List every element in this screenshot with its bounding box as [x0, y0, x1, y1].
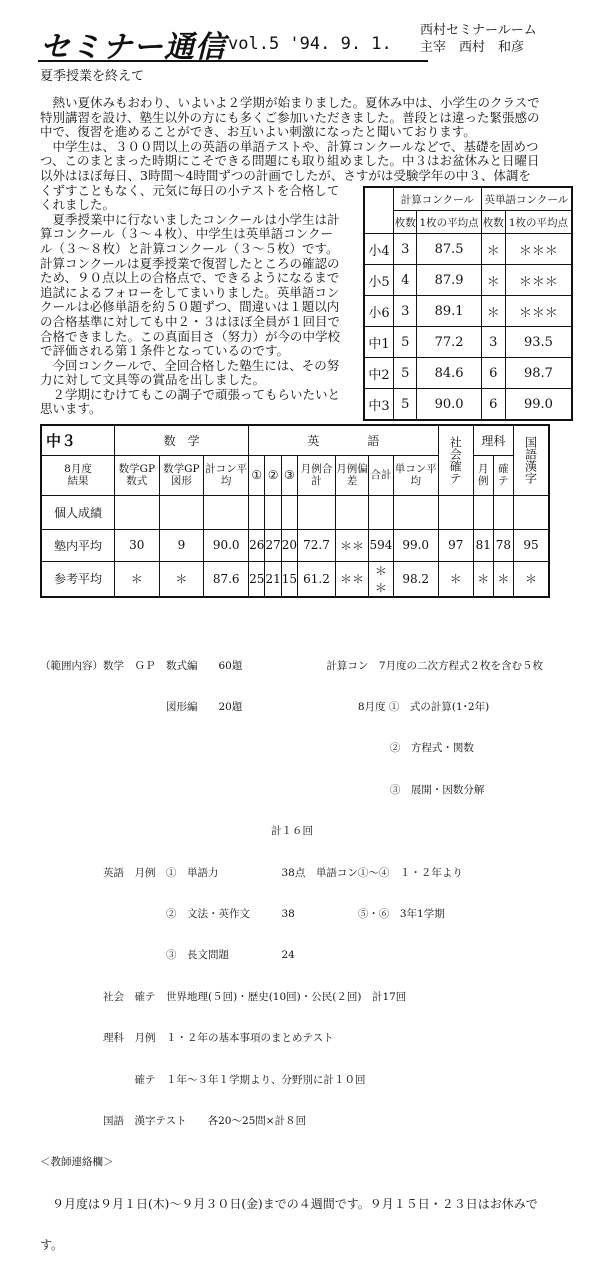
contact-heading: ＜教師連絡欄＞	[40, 1156, 114, 1169]
cell: 30	[115, 529, 160, 561]
line: の合格基準に対しても中２・３はほぼ全員が１回目で	[40, 313, 341, 329]
group-eng: 英 語	[249, 425, 439, 455]
cell: ＊	[514, 561, 550, 597]
contest-row	[364, 389, 572, 421]
cell	[514, 495, 550, 529]
line: ル（３～８枚）と計算コンクール（３～５枚）です。	[40, 240, 339, 256]
scope-line: ③ 長文問題 24	[40, 949, 295, 962]
org-name: 西村セミナールーム	[420, 23, 537, 38]
cell	[159, 495, 204, 529]
cell: 72.7	[298, 529, 336, 561]
cell: 3	[394, 296, 417, 327]
grade: 中1	[364, 327, 394, 358]
scope-line: 図形編 20題 8月度 ① 式の計算(1･2年)	[40, 700, 490, 713]
cell: 97	[438, 529, 473, 561]
line: 中で、復習を進めることができ、お互いよい刺激になったと聞いております。	[40, 124, 476, 140]
line: 夏季授業中に行ないましたコンクールは小学生は計	[40, 211, 340, 227]
cell: 87.9	[417, 265, 481, 296]
contest-row	[364, 265, 572, 296]
article-heading: 夏季授業を終えて	[40, 69, 145, 84]
cell: ＊＊	[335, 529, 368, 561]
line: 特別講習を設け、塾生以外の方にも多くご参加いただきました。普段とは違った緊張感の	[40, 109, 540, 125]
scope-line: 理科 月例 １・２年の基本事項のまとめテスト	[40, 1032, 334, 1045]
scope-line: （範囲内容）数学 ＧＰ 数式編 60題 計算コン 7月度の二次方程式２枚を含む５枚	[40, 659, 544, 672]
scope-line: 計１６回	[40, 825, 313, 838]
cell: ＊	[481, 296, 505, 327]
scope-line: ③ 展開・因数分解	[40, 783, 485, 796]
grade: 中3	[364, 389, 394, 421]
contest-table	[363, 186, 573, 421]
row-label: 個人成績	[41, 495, 115, 529]
contact-line: ９月度は９月１日(木)～９月３０日(金)までの４週間です。９月１５日・２３日はお休みで	[40, 1196, 538, 1211]
cell: 61.2	[298, 561, 336, 597]
sub-head: 月例	[473, 455, 493, 495]
grade: 中2	[364, 358, 394, 389]
cell	[369, 495, 394, 529]
line: 熱い夏休みもおわり、いよいよ２学期が始まりました。夏休み中は、小学生のクラスで	[40, 95, 540, 110]
results-corner: 中３	[41, 425, 115, 455]
results-row	[41, 561, 549, 597]
line: 思います。	[40, 401, 102, 417]
line: くずすこともなく、元気に毎日の小テストを合格して	[40, 182, 340, 198]
sub-head: ①	[249, 455, 265, 495]
cell	[473, 495, 493, 529]
cell: 21	[265, 561, 281, 597]
scope-line: ② 方程式・関数	[40, 742, 474, 755]
cell: ＊	[481, 234, 505, 265]
line: 計算コンクールは夏季授業で復習したところの確認の	[40, 255, 340, 271]
sub-head: ③	[281, 455, 297, 495]
results-table	[40, 424, 550, 598]
sub-head: 数学GP図形	[159, 455, 204, 495]
contest-subhead: 枚数	[394, 211, 417, 234]
organization	[420, 22, 537, 56]
line: 今回コンクールで、全回合格した塾生には、その努	[40, 357, 340, 373]
cell: ＊	[493, 561, 513, 597]
grade: 小5	[364, 265, 394, 296]
line: 中学生は、３００問以上の英語の単語テストや、計算コンクールなどで、基礎を固めつ	[40, 138, 539, 154]
row-label: 参考平均	[41, 561, 115, 597]
cell	[493, 495, 513, 529]
line: 力に対して文具等の賞品を出しました。	[40, 372, 266, 388]
sub-head: ②	[265, 455, 281, 495]
cell	[265, 495, 281, 529]
cell: 99.0	[393, 529, 438, 561]
row-label: 塾内平均	[41, 529, 115, 561]
cell: 26	[249, 529, 265, 561]
cell	[115, 495, 160, 529]
cell: ＊	[159, 561, 204, 597]
contest-row	[364, 327, 572, 358]
line: 追試によるフォローをしてまいりました。英単語コン	[40, 284, 340, 300]
cell	[393, 495, 438, 529]
newsletter-title: セミナー通信	[40, 30, 226, 65]
cell: 87.5	[417, 234, 481, 265]
contest-row	[364, 234, 572, 265]
cell: ＊＊＊	[505, 234, 572, 265]
cell: 27	[265, 529, 281, 561]
scope-line: 英語 月例 ① 単語力 38点 単語コン①～④ １・２年より	[40, 866, 463, 879]
cell: 5	[394, 389, 417, 421]
cell: 77.2	[417, 327, 481, 358]
volume-date: vol.5 '94. 9. 1.	[228, 34, 392, 54]
line: クールは必修単語を約５０題ずつ、間違いは１題以内	[40, 299, 340, 315]
scope-line: 社会 確テ 世界地理(５回)・歴史(10回)・公民(２回) 計17回	[40, 990, 407, 1003]
cell: 93.5	[505, 327, 572, 358]
contest-group: 計算コンクール	[394, 187, 482, 211]
contest-subhead: 1枚の平均点	[505, 211, 572, 234]
cell: 78	[493, 529, 513, 561]
cell: 25	[249, 561, 265, 597]
cell: 4	[394, 265, 417, 296]
cell	[298, 495, 336, 529]
sub-head: 月例偏差	[335, 455, 368, 495]
cell: 89.1	[417, 296, 481, 327]
line: ２学期にむけてもこの調子で頑張ってもらいたいと	[40, 386, 341, 402]
cell: 90.0	[204, 529, 249, 561]
line: つ、このまとまった時期にこそできる問題にも取り組めました。中３はお盆休みと日曜日	[40, 153, 540, 169]
cell: 5	[394, 327, 417, 358]
group-jp: 国語漢字	[514, 425, 550, 495]
contact-line: す。	[40, 1238, 64, 1253]
contest-group: 英単語コンクール	[481, 187, 572, 211]
cell: 3	[481, 327, 505, 358]
cell: 15	[281, 561, 297, 597]
cell: ＊	[473, 561, 493, 597]
cell: 5	[394, 358, 417, 389]
scope-line: 確テ １年～３年１学期より、分野別に計１０回	[40, 1073, 366, 1086]
cell: 98.2	[393, 561, 438, 597]
cell: 90.0	[417, 389, 481, 421]
group-math: 数 学	[115, 425, 249, 455]
org-head: 主宰 西村 和彦	[420, 40, 525, 55]
sub-head: 単コン平均	[393, 455, 438, 495]
scope-section	[40, 632, 543, 1267]
line: 合格できました。この真面目さ（努力）が今の中学校	[40, 328, 341, 344]
contest-subhead: 枚数	[481, 211, 505, 234]
cell: 87.6	[204, 561, 249, 597]
grade: 小6	[364, 296, 394, 327]
cell: 20	[281, 529, 297, 561]
sub-head: 確テ	[493, 455, 513, 495]
cell	[438, 495, 473, 529]
scope-line: ② 文法・英作文 38 ⑤・⑥ 3年1学期	[40, 907, 445, 920]
cell	[204, 495, 249, 529]
line: で評価される第１条件となっているのです。	[40, 343, 290, 359]
contest-row	[364, 296, 572, 327]
cell: 84.6	[417, 358, 481, 389]
scope-line: 国語 漢字テスト 各20～25問×計８回	[40, 1114, 307, 1127]
cell: ＊	[438, 561, 473, 597]
cell	[281, 495, 297, 529]
cell: ＊＊＊	[505, 296, 572, 327]
sub-head: 数学GP数式	[115, 455, 160, 495]
cell: ＊	[115, 561, 160, 597]
cell: ＊＊	[335, 561, 368, 597]
cell: 98.7	[505, 358, 572, 389]
month-label: 8月度 結果	[41, 455, 115, 495]
sub-head: 計コン平均	[204, 455, 249, 495]
cell: 3	[394, 234, 417, 265]
line: 以外はほぼ毎日、3時間～4時間ずつの計画でしたが、さすがは受験学年の中３、体調を	[40, 167, 531, 183]
cell: 81	[473, 529, 493, 561]
cell: 594	[369, 529, 394, 561]
title-underline	[38, 60, 428, 62]
contest-subhead: 1枚の平均点	[417, 211, 481, 234]
cell: 99.0	[505, 389, 572, 421]
group-sci: 理科	[473, 425, 513, 455]
cell: ＊＊＊	[505, 265, 572, 296]
corner-cell	[364, 187, 394, 234]
group-soc: 社会確テ	[438, 425, 473, 495]
cell: 95	[514, 529, 550, 561]
sub-head: 合計	[369, 455, 394, 495]
cell: 9	[159, 529, 204, 561]
grade: 小4	[364, 234, 394, 265]
results-row	[41, 529, 549, 561]
results-row	[41, 495, 549, 529]
contest-row	[364, 358, 572, 389]
cell: 6	[481, 358, 505, 389]
cell: ＊＊	[369, 561, 394, 597]
cell: 6	[481, 389, 505, 421]
line: ため、９０点以上の合格点で、できるようになるまで	[40, 270, 340, 286]
cell: ＊	[481, 265, 505, 296]
cell	[249, 495, 265, 529]
cell	[335, 495, 368, 529]
line: 算コンクール（３～４枚）、中学生は英単語コンクー	[40, 226, 334, 242]
sub-head: 月例合計	[298, 455, 336, 495]
line: くれました。	[40, 197, 116, 213]
